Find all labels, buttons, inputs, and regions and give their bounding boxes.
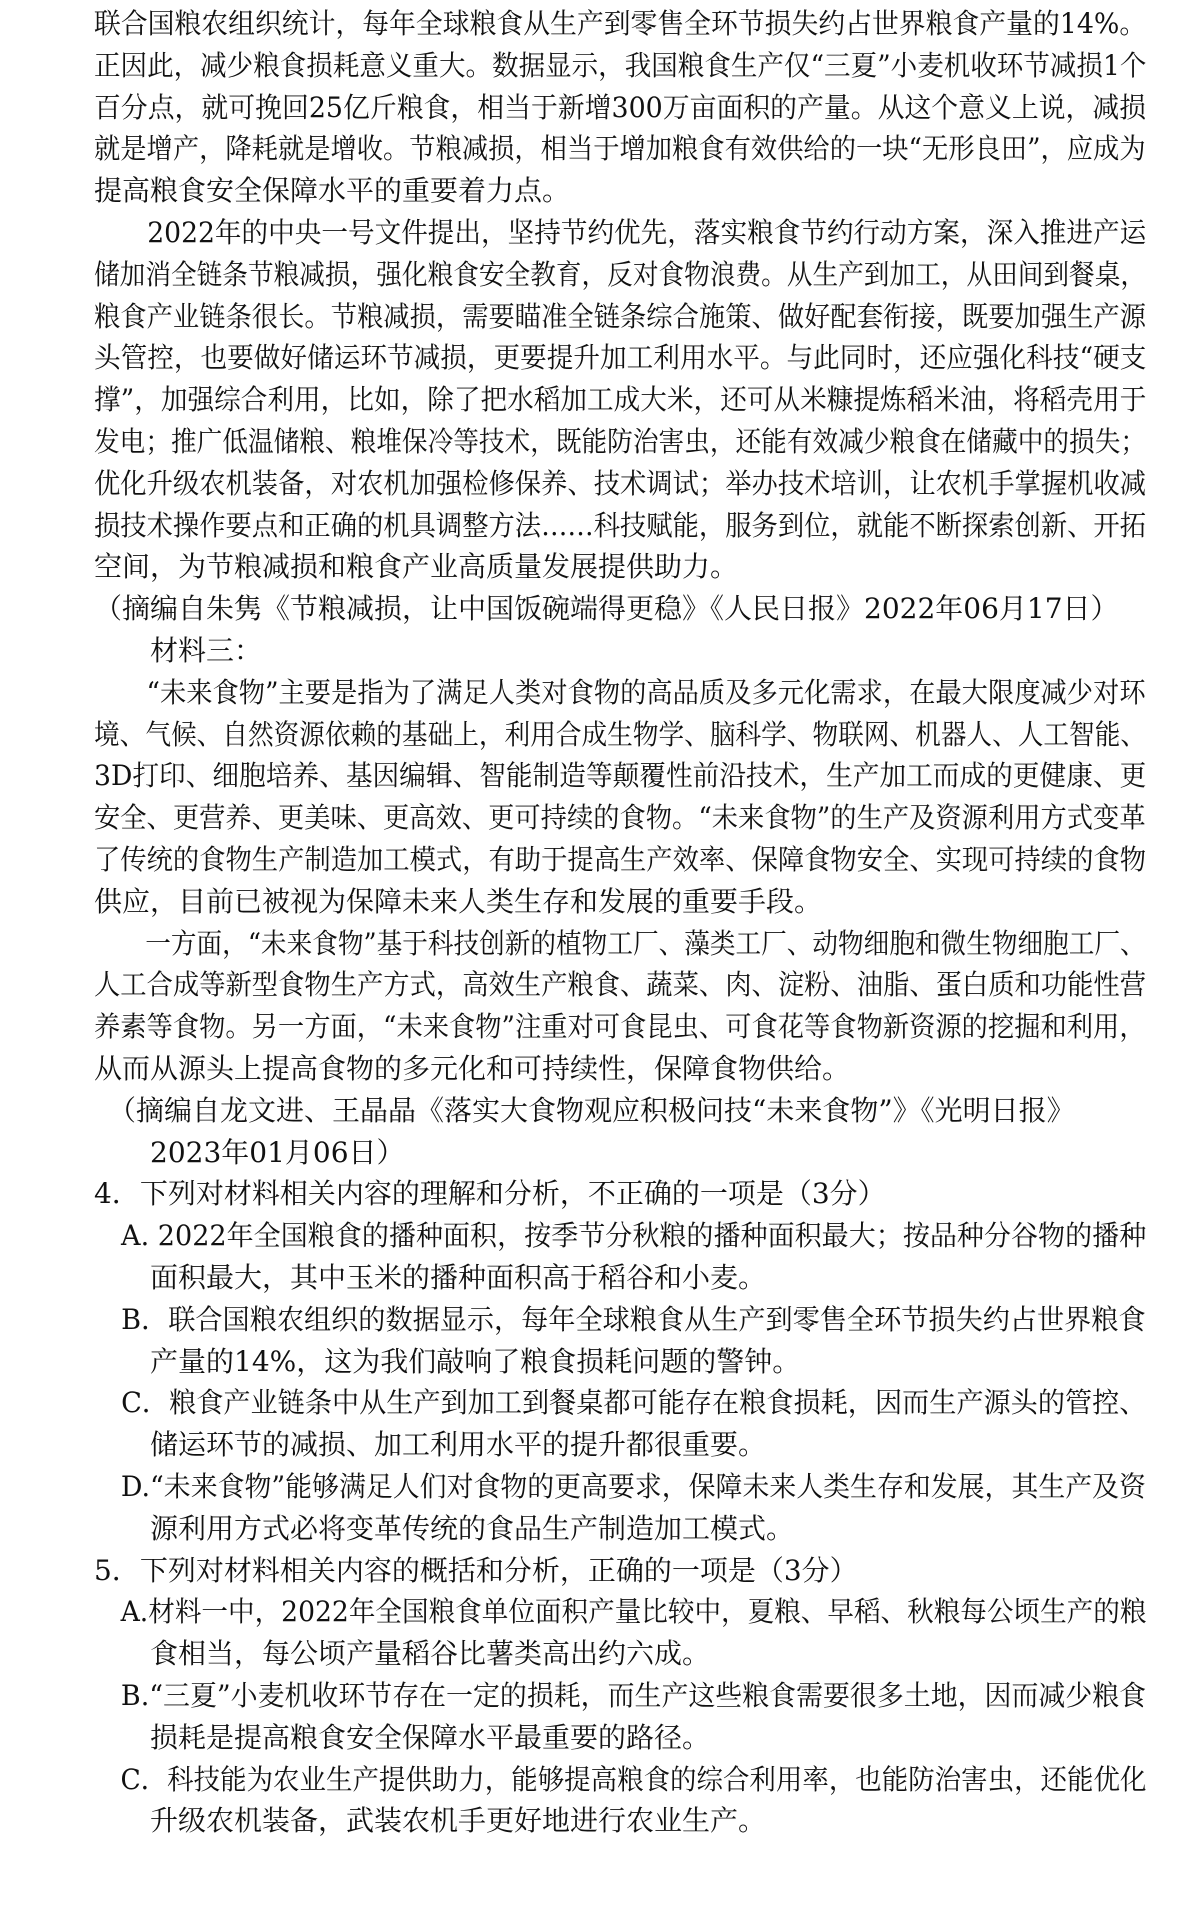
text-line: 供应，目前已被视为保障未来人类生存和发展的重要手段。 [94, 884, 823, 918]
answer-option: A. 2022年全国粮食的播种面积，按季节分秋粮的播种面积最大；按品种分谷物的播种 [94, 1219, 1147, 1253]
source-citation: （摘编自龙文进、王晶晶《落实大食物观应积极问技“未来食物”》《光明日报》 [94, 1093, 1075, 1127]
answer-option: 产量的14%，这为我们敲响了粮食损耗问题的警钟。 [94, 1344, 801, 1378]
text-line: 储加消全链条节粮减损，强化粮食安全教育，反对食物浪费。从生产到加工，从田间到餐桌， [94, 257, 1147, 291]
answer-option: 损耗是提高粮食安全保障水平最重要的路径。 [94, 1720, 711, 1754]
text-line: 优化升级农机装备，对农机加强检修保养、技术调试；举办技术培训，让农机手掌握机收减 [94, 466, 1147, 500]
text-line: 2022年的中央一号文件提出，坚持节约优先，落实粮食节约行动方案，深入推进产运 [94, 216, 1147, 249]
text-line: 空间，为节粮减损和粮食产业高质量发展提供助力。 [94, 550, 739, 584]
text-line: 发电；推广低温储粮、粮堆保冷等技术，既能防治害虫，还能有效减少粮食在储藏中的损失； [94, 425, 1147, 458]
text-line: 一方面，“未来食物”基于科技创新的植物工厂、藻类工厂、动物细胞和微生物细胞工厂、 [94, 926, 1146, 960]
answer-option: 面积最大，其中玉米的播种面积高于稻谷和小麦。 [94, 1261, 767, 1294]
answer-option: A.材料一中，2022年全国粮食单位面积产量比较中，夏粮、早稻、秋粮每公顷生产的粮 [94, 1595, 1147, 1629]
section-heading: 材料三： [94, 634, 263, 667]
text-line: 就是增产，降耗就是增收。节粮减损，相当于增加粮食有效供给的一块“无形良田”，应成为 [94, 132, 1146, 166]
answer-option: 升级农机装备，武装农机手更好地进行农业生产。 [94, 1804, 767, 1838]
text-line: 境、气候、自然资源依赖的基础上，利用合成生物学、脑科学、物联网、机器人、人工智能、 [94, 717, 1147, 751]
text-line: 提高粮食安全保障水平的重要着力点。 [94, 174, 571, 208]
answer-option: C．科技能为农业生产提供助力，能够提高粮食的综合利用率，也能防治害虫，还能优化 [94, 1762, 1147, 1796]
text-line: 头管控，也要做好储运环节减损，更要提升加工利用水平。与此同时，还应强化科技“硬支 [94, 341, 1147, 375]
answer-option: 源利用方式必将变革传统的食品生产制造加工模式。 [94, 1511, 795, 1545]
answer-option: D.“未来食物”能够满足人们对食物的更高要求，保障未来人类生存和发展，其生产及资 [94, 1470, 1146, 1503]
text-line: 人工合成等新型食物生产方式，高效生产粮食、蔬菜、肉、淀粉、油脂、蛋白质和功能性营 [94, 968, 1147, 1002]
source-citation: （摘编自朱隽《节粮减损，让中国饭碗端得更稳》《人民日报》2022年06月17日） [94, 592, 1119, 626]
answer-option: 储运环节的减损、加工利用水平的提升都很重要。 [94, 1428, 767, 1462]
text-line: 损技术操作要点和正确的机具调整方法……科技赋能，服务到位，就能不断探索创新、开拓 [94, 508, 1147, 542]
text-line: 从而从源头上提高食物的多元化和可持续性，保障食物供给。 [94, 1052, 851, 1085]
text-line: 3D打印、细胞培养、基因编辑、智能制造等颠覆性前沿技术，生产加工而成的更健康、更 [94, 759, 1147, 793]
text-line: 粮食产业链条很长。节粮减损，需要瞄准全链条综合施策、做好配套衔接，既要加强生产源 [94, 299, 1147, 333]
answer-option: C．粮食产业链条中从生产到加工到餐桌都可能存在粮食损耗，因而生产源头的管控、 [94, 1386, 1147, 1420]
text-line: 安全、更营养、更美味、更高效、更可持续的食物。“未来食物”的生产及资源利用方式变革 [94, 801, 1146, 835]
text-line: 联合国粮农组织统计，每年全球粮食从生产到零售全环节损失约占世界粮食产量的14%。 [94, 7, 1147, 40]
text-line: 正因此，减少粮食损耗意义重大。数据显示，我国粮食生产仅“三夏”小麦机收环节减损1个 [94, 48, 1147, 82]
text-line: 养素等食物。另一方面，“未来食物”注重对可食昆虫、可食花等食物新资源的挖掘和利用， [94, 1010, 1146, 1044]
source-citation: 2023年01月06日） [94, 1135, 405, 1169]
text-line: “未来食物”主要是指为了满足人类对食物的高品质及多元化需求，在最大限度减少对环 [94, 675, 1146, 709]
answer-option: B．联合国粮农组织的数据显示，每年全球粮食从生产到零售全环节损失约占世界粮食 [94, 1302, 1146, 1336]
text-line: 了传统的食物生产制造加工模式，有助于提高生产效率、保障食物安全、实现可持续的食物 [94, 843, 1147, 876]
text-line: 百分点，就可挽回25亿斤粮食，相当于新增300万亩面积的产量。从这个意义上说，减损 [94, 90, 1147, 124]
answer-option: B.“三夏”小麦机收环节存在一定的损耗，而生产这些粮食需要很多土地，因而减少粮食 [94, 1679, 1147, 1712]
answer-option: 食相当，每公顷产量稻谷比薯类高出约六成。 [94, 1637, 711, 1671]
question-stem: 5．下列对材料相关内容的概括和分析，正确的一项是（3分） [94, 1553, 858, 1587]
text-line: 撑”，加强综合利用，比如，除了把水稻加工成大米，还可从米糠提炼稻米油，将稻壳用于 [94, 383, 1147, 417]
question-stem: 4．下列对材料相关内容的理解和分析，不正确的一项是（3分） [94, 1177, 886, 1211]
